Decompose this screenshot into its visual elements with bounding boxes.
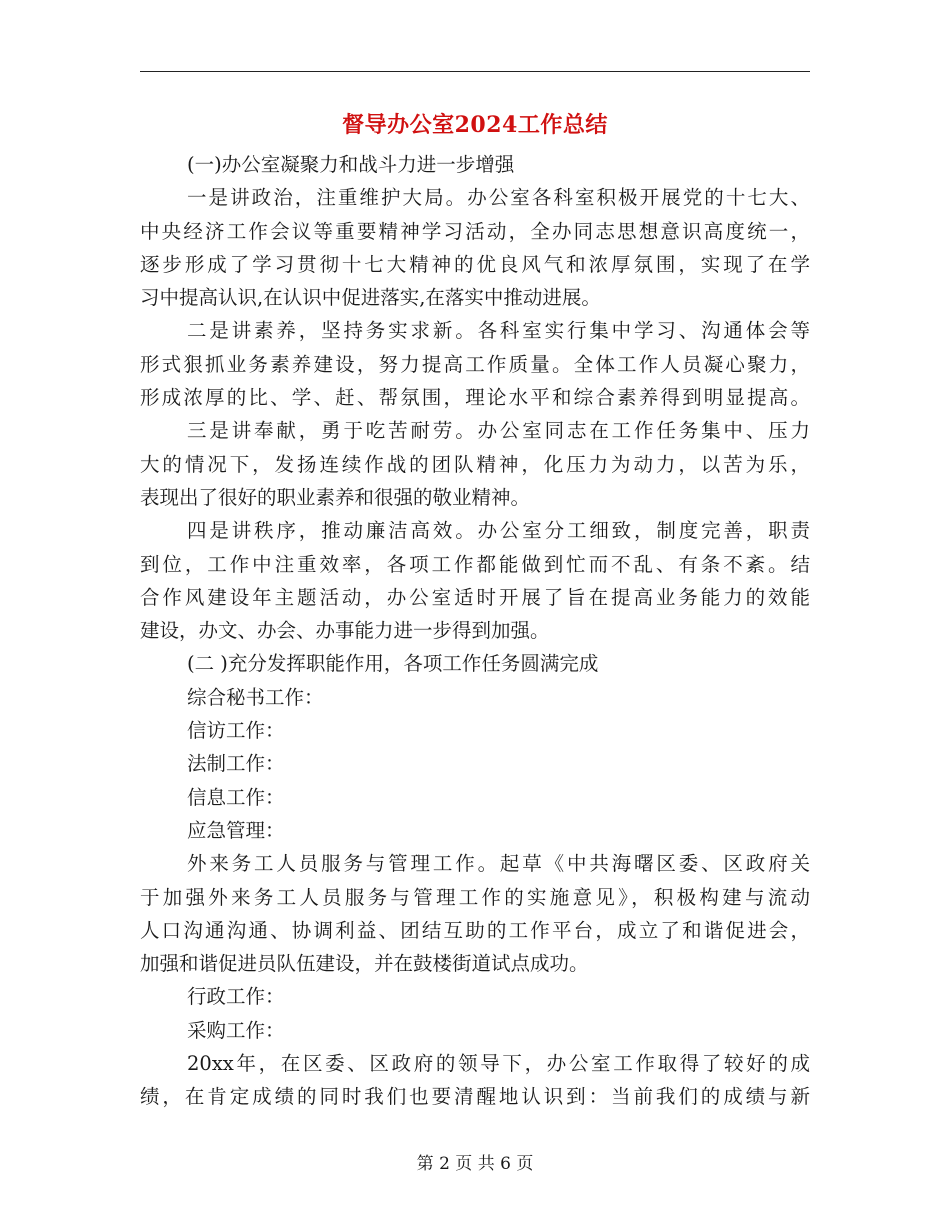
paragraph-line: 加强和谐促进员队伍建设，并在鼓楼街道试点成功。 xyxy=(140,952,589,976)
paragraph-line: 建设，办文、办会、办事能力进一步得到加强。 xyxy=(140,619,550,643)
paragraph-line: 中央经济工作会议等重要精神学习活动，全办同志思想意识高度统一， xyxy=(140,219,810,243)
paragraph-line: 绩，在肯定成绩的同时我们也要清醒地认识到：当前我们的成绩与新 xyxy=(140,1085,810,1109)
paragraph-line: 一是讲政治，注重维护大局。办公室各科室积极开展党的十七大、 xyxy=(187,186,810,210)
paragraph-line: 三是讲奉献，勇于吃苦耐劳。办公室同志在工作任务集中、压力 xyxy=(187,419,810,443)
subheading-line: 行政工作： xyxy=(187,985,285,1009)
paragraph-line: 形式狠抓业务素养建设，努力提高工作质量。全体工作人员凝心聚力， xyxy=(140,352,810,376)
section-heading-1: (一)办公室凝聚力和战斗力进一步增强 xyxy=(187,153,515,176)
section-heading-2: (二 )充分发挥职能作用，各项工作任务圆满完成 xyxy=(187,652,599,676)
paragraph-line: 逐步形成了学习贯彻十七大精神的优良风气和浓厚氛围，实现了在学 xyxy=(140,252,810,276)
document-body xyxy=(140,148,810,1114)
paragraph-line: 形成浓厚的比、学、赶、帮氛围，理论水平和综合素养得到明显提高。 xyxy=(140,386,810,410)
document-title: 督导办公室2024工作总结 xyxy=(342,112,608,138)
subheading-line: 信息工作： xyxy=(187,785,285,809)
subheading-line: 综合秘书工作： xyxy=(187,685,324,709)
subheading-line: 法制工作： xyxy=(187,752,285,776)
header-rule xyxy=(140,71,810,72)
paragraph-line: 四是讲秩序，推动廉洁高效。办公室分工细致，制度完善，职责 xyxy=(187,519,810,543)
paragraph-line: 大的情况下，发扬连续作战的团队精神，化压力为动力，以苦为乐， xyxy=(140,452,810,476)
subheading-line: 采购工作： xyxy=(187,1018,285,1042)
paragraph-line: 20xx年，在区委、区政府的领导下，办公室工作取得了较好的成 xyxy=(187,1052,810,1076)
page-number-footer: 第 2 页 共 6 页 xyxy=(416,1154,534,1174)
paragraph-line: 二是讲素养，坚持务实求新。各科室实行集中学习、沟通体会等 xyxy=(187,319,810,343)
paragraph-line: 习中提高认识,在认识中促进落实,在落实中推动进展。 xyxy=(140,286,601,310)
paragraph-line: 到位，工作中注重效率，各项工作都能做到忙而不乱、有条不紊。结 xyxy=(140,552,810,576)
subheading-line: 应急管理： xyxy=(187,818,285,842)
paragraph-line: 人口沟通沟通、协调利益、团结互助的工作平台，成立了和谐促进会， xyxy=(140,918,810,942)
paragraph-line: 于加强外来务工人员服务与管理工作的实施意见》，积极构建与流动 xyxy=(140,885,810,909)
subheading-line: 信访工作： xyxy=(187,719,285,743)
paragraph-line: 合作风建设年主题活动，办公室适时开展了旨在提高业务能力的效能 xyxy=(140,585,810,609)
paragraph-line: 表现出了很好的职业素养和很强的敬业精神。 xyxy=(140,485,531,509)
paragraph-line: 外来务工人员服务与管理工作。起草《中共海曙区委、区政府关 xyxy=(187,852,810,876)
